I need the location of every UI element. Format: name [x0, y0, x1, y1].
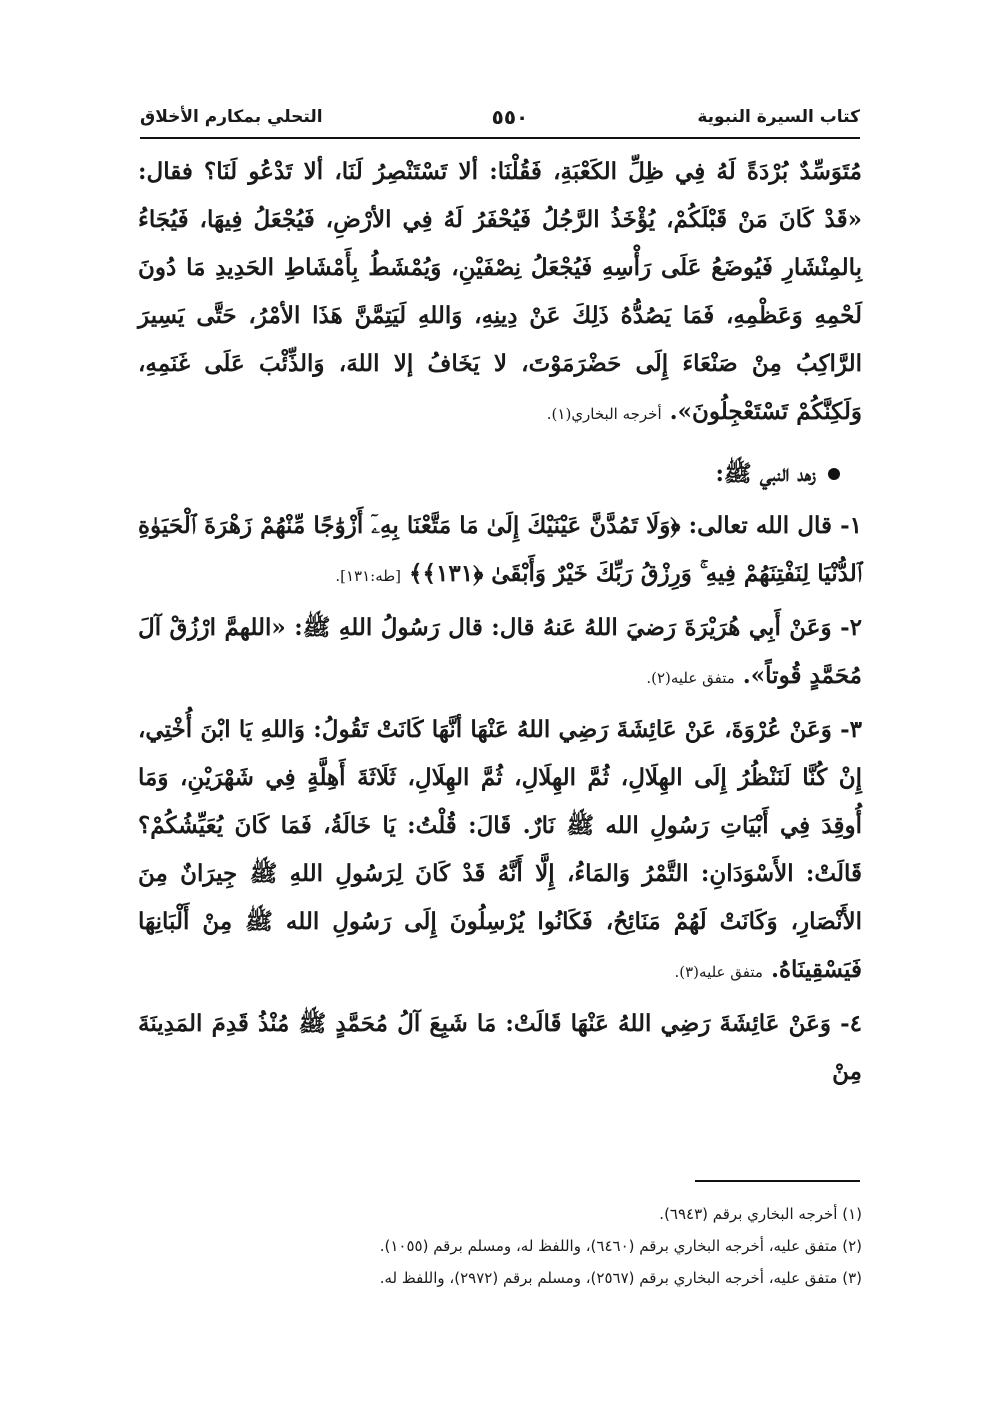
running-header [140, 100, 860, 134]
main-text [138, 148, 862, 1098]
footnote: (١) أخرجه البخاري برقم (٦٩٤٣). [659, 1205, 862, 1223]
footnote: (٢) متفق عليه، أخرجه البخاري برقم (٦٤٦٠)، واللفظ له، ومسلم برقم (١٠٥٥). [379, 1237, 862, 1255]
footnote: (٣) متفق عليه، أخرجه البخاري برقم (٢٥٦٧)، ومسلم برقم (٢٩٧٢)، واللفظ له. [379, 1269, 862, 1287]
list-item [138, 604, 862, 702]
item-reference: [طه:١٣١]. [335, 567, 402, 585]
list-item [138, 1000, 862, 1098]
header-rule [140, 137, 860, 139]
item-number: ١- [840, 512, 862, 539]
intro-reference: أخرجه البخاري(١). [546, 405, 662, 423]
item-reference: متفق عليه(٢). [646, 669, 735, 687]
section-title: زهد النبي ﷺ: [715, 460, 816, 487]
item-text: وَعَنْ أَبِي هُرَيْرَةَ رَضيَ اللهُ عَنهُ قال: قال رَسُولُ اللهِ ﷺ: «اللهمَّ ارْزُقْ آلَ مُحَمَّدٍ قُوتاً». [138, 614, 862, 689]
item-text: وَعَنْ عَائِشَةَ رَضِي اللهُ عَنْهَا قَالَتْ: مَا شَبِعَ آلُ مُحَمَّدٍ ﷺ مُنْذُ قَدِمَ المَدِينَةَ مِنْ [138, 1010, 862, 1085]
header-book-title: كتاب السيرة النبوية [697, 107, 860, 127]
list-item [138, 706, 862, 996]
footnote-rule [695, 1180, 860, 1182]
intro-paragraph [138, 148, 862, 438]
item-number: ٢- [840, 614, 862, 641]
header-chapter-title: التحلي بمكارم الأخلاق [140, 107, 323, 127]
item-text: قال الله تعالى: ﴿وَلَا تَمُدَّنَّ عَيْنَيْكَ إِلَىٰ مَا مَتَّعْنَا بِهِۦٓ أَزْوَٰجًا مِّنْهُمْ زَهْرَةَ ٱلْحَيَوٰةِ ٱلدُّنْيَا لِنَفْتِنَهُمْ فِيهِ ۚ وَرِزْقُ رَبِّكَ خَيْرٌ وَأَبْقَىٰ ﴿١٣١﴾﴾ [138, 512, 862, 587]
item-number: ٣- [840, 716, 862, 743]
item-text: وَعَنْ عُرْوَةَ، عَنْ عَائِشَةَ رَضِي اللهُ عَنْهَا أنَّهَا كَانَتْ تَقُولُ: وَاللهِ يَا ابْنَ أُخْتِي، إِنْ كُنَّا لَنَنْظُرُ إِلَى الهِلَالِ، ثُمَّ الهِلَالِ، ثُمَّ الهِلَالِ، ثَلَاثَةَ أَهِلَّةٍ فِي شَهْرَيْنِ، وَمَا أُوقِدَ فِي أَبْيَاتِ رَسُولِ الله ﷺ نَارٌ. قَالَ: قُلْتُ: يَا خَالَةُ، فَمَا كَانَ يُعَيِّشُكُمْ؟ قَالَتْ: الأَسْوَدَانِ: التَّمْرُ وَالمَاءُ، إِلَّا أَنَّهُ قَدْ كَانَ لِرَسُولِ اللهِ ﷺ جِيرَانٌ مِنَ الأَنْصَارِ، وَكَانَتْ لَهُمْ مَنَائِحُ، فَكَانُوا يُرْسِلُونَ إِلَى رَسُولِ الله ﷺ مِنْ أَلْبَانِهَا فَيَسْقِينَاهُ. [138, 716, 862, 983]
list-item [138, 502, 862, 600]
section-heading [138, 450, 840, 498]
footnotes [138, 1198, 862, 1294]
page-number: ٥٥٠ [491, 105, 529, 129]
item-reference: متفق عليه(٣). [674, 963, 763, 981]
item-number: ٤- [840, 1010, 862, 1037]
intro-text: مُتَوَسِّدٌ بُرْدَةً لَهُ فِي ظِلِّ الكَعْبَةِ، فَقُلْنَا: ألا تَسْتَنْصِرُ لَنَا، ألا تَدْعُو لَنَا؟ فقال: «قَدْ كَانَ مَنْ قَبْلَكُمْ، يُؤْخَذُ الرَّجُلُ فَيُحْفَرُ لَهُ فِي الأرْضِ، فَيُجْعَلُ فِيهَا، فَيُجَاءُ بِالمِنْشَارِ فَيُوضَعُ عَلَى رَأْسِهِ فَيُجْعَلُ نِصْفَيْنِ، وَيُمْشَطُ بِأَمْشَاطِ الحَدِيدِ مَا دُونَ لَحْمِهِ وَعَظْمِهِ، فَمَا يَصُدُّهُ ذَلِكَ عَنْ دِينِهِ، وَاللهِ لَيَتِمَّنَّ هَذَا الأمْرُ، حَتَّى يَسِيرَ الرَّاكِبُ مِنْ صَنْعَاءَ إِلَى حَضْرَمَوْتَ، لا يَخَافُ إلا اللهَ، وَالذِّئْبَ عَلَى غَنَمِهِ، وَلَكِنَّكُمْ تَسْتَعْجِلُونَ». [138, 158, 862, 425]
bullet-icon [828, 468, 840, 480]
